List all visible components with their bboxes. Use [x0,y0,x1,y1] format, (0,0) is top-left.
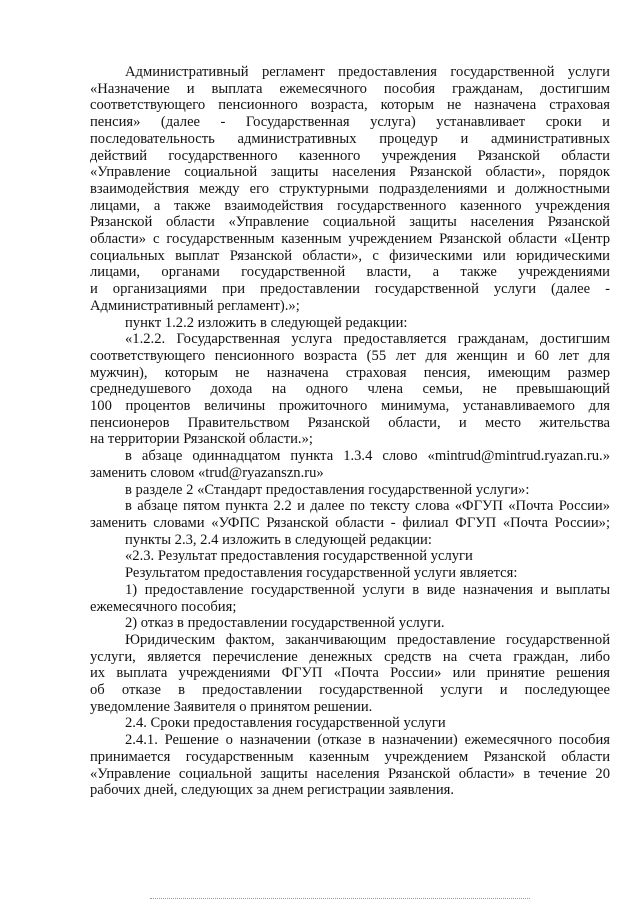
text-line: услуги, является перечисление денежных средств на счета граждан, либо [90,648,610,665]
document-body [90,64,610,799]
text-line: в разделе 2 «Стандарт предоставления государственной услуги»: [125,481,530,498]
text-line: соответствующего пенсионного возраста (55 лет для женщин и 60 лет для [90,347,610,364]
text-line: 100 процентов величины прожиточного минимума, устанавливаемого для [90,398,610,415]
text-line: уведомление Заявителя о принятом решении. [90,698,373,715]
text-line: Результатом предоставления государственной услуги является: [125,565,518,582]
text-line: действий государственного казенного учреждения Рязанской области [90,147,610,164]
text-line: лицами, а также взаимодействия государственного казенного учреждения [90,197,610,214]
text-line: пенсия» (далее - Государственная услуга) устанавливает сроки и [90,114,610,131]
text-line: пункты 2.3, 2.4 изложить в следующей редакции: [125,531,432,548]
text-line: «Управление социальной защиты населения Рязанской области», порядок [90,164,610,181]
text-line: 2.4.1. Решение о назначении (отказе в назначении) ежемесячного пособия [125,732,610,749]
text-line: «1.2.2. Государственная услуга предоставляется гражданам, достигшим [125,331,610,348]
text-line: области» с государственным казенным учреждением Рязанской области «Центр [90,231,610,248]
text-line: и организациями при предоставлении государственной услуги (далее - [90,281,610,298]
text-line: Административный регламент предоставления государственной услуги [125,64,610,80]
text-line: в абзаце одиннадцатом пункта 1.3.4 слово «mintrud@mintrud.ryazan.ru.» [125,448,610,465]
text-line: 2.4. Сроки предоставления государственной услуги [125,715,446,732]
text-line: Рязанской области «Управление социальной защиты населения Рязанской [90,214,610,231]
text-line: их выплата учреждениями ФГУП «Почта России» или принятие решения [90,665,610,682]
text-line: заменить словами «УФПС Рязанской области - филиал ФГУП «Почта России»; [90,514,610,531]
text-line: «Назначение и выплата ежемесячного пособия гражданам, достигшим [90,80,610,97]
text-line: «2.3. Результат предоставления государственной услуги [125,548,473,565]
text-line: среднедушевого дохода на одного члена семьи, не превышающий [90,381,610,398]
text-line: 2) отказ в предоставлении государственной услуги. [125,615,445,632]
text-line: заменить словом «trud@ryazanszn.ru» [90,464,324,481]
text-line: последовательность административных процедур и административных [90,130,610,147]
text-line: рабочих дней, следующих за днем регистрации заявления. [90,782,455,799]
text-line: социальных выплат Рязанской области», с физическими или юридическими [90,247,610,264]
text-line: взаимодействия между его структурными подразделениями и должностными [90,180,610,197]
text-line: об отказе в предоставлении государственной услуги и последующее [90,682,610,699]
text-line: на территории Рязанской области.»; [90,431,313,448]
text-line: в абзаце пятом пункта 2.2 и далее по тексту слова «ФГУП «Почта России» [125,498,610,515]
text-line: Юридическим фактом, заканчивающим предоставление государственной [125,631,610,648]
text-line: Административный регламент).»; [90,297,300,314]
text-line: соответствующего пенсионного возраста, которым не назначена страховая [90,97,610,114]
bottom-edge-rule [150,898,530,899]
text-line: лицами, органами государственной власти, а также учреждениями [90,264,610,281]
text-line: пенсионеров Правительством Рязанской области, и место жительства [90,414,610,431]
text-line: 1) предоставление государственной услуги в виде назначения и выплаты [125,581,610,598]
text-line: мужчин), которым не назначена страховая пенсия, имеющим размер [90,364,610,381]
text-line: пункт 1.2.2 изложить в следующей редакции: [125,314,408,331]
text-line: ежемесячного пособия; [90,598,237,615]
text-line: принимается государственным казенным учреждением Рязанской области [90,748,610,765]
text-line: «Управление социальной защиты населения Рязанской области» в течение 20 [90,765,610,782]
